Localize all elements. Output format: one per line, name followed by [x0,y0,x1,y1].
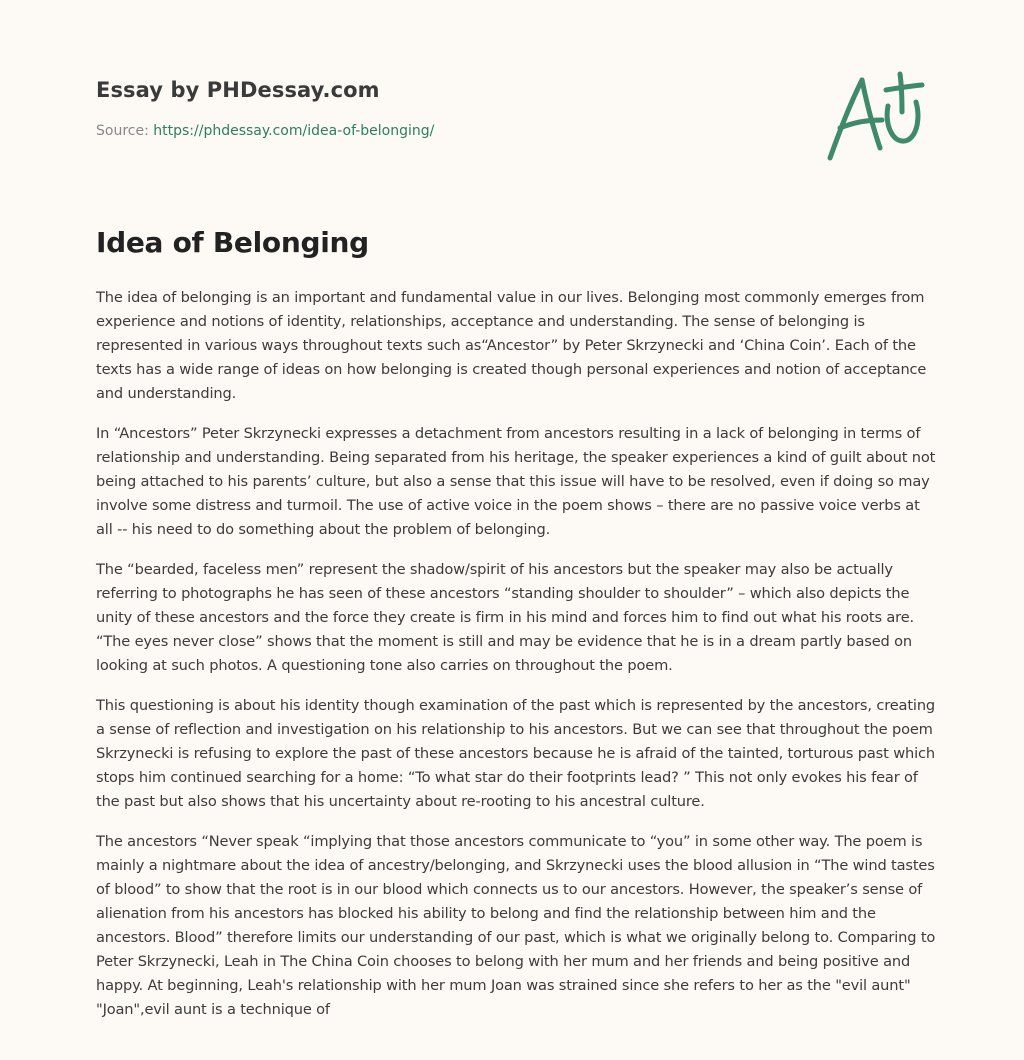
source-line [96,123,434,139]
a-plus-logo-icon [822,66,932,166]
essay-paragraph: This questioning is about his identity though examination of the past which is represented by the ancestors, creating a sense of reflection and investigation on his relationship to his ancestors. But we can see that throughout the poem Skrzynecki is refusing to explore the past of these ancestors because he is afraid of the tainted, torturous past which stops him continued searching for a home: “To what star do their footprints lead? ” This not only evokes his fear of the past but also shows that his uncertainty about re-rooting to his ancestral culture. [96,697,936,810]
essay-title: Idea of Belonging [96,226,369,259]
essay-paragraph: The idea of belonging is an important and fundamental value in our lives. Belonging most commonly emerges from experience and notions of identity, relationships, acceptance and understanding. The sense of belonging is represented in various ways throughout texts such as“Ancestor” by Peter Skrzynecki and ‘China Coin’. Each of the texts has a wide range of ideas on how belonging is created though personal experiences and notion of acceptance and understanding. [96,289,927,402]
essay-paragraph: The ancestors “Never speak “implying that those ancestors communicate to “you” in some other way. The poem is mainly a nightmare about the idea of ancestry/belonging, and Skrzynecki uses the blood allusion in “The wind tastes of blood” to show that the root is in our blood which connects us to our ancestors. However, the speaker’s sense of alienation from his ancestors has blocked his ability to belong and find the relationship between him and the ancestors. Blood” therefore limits our understanding of our past, which is what we originally belong to. Comparing to Peter Skrzynecki, Leah in The China Coin chooses to belong with her mum and her friends and being positive and happy. At beginning, Leah's relationship with her mum Joan was strained since she refers to her as the "evil aunt" "Joan",evil aunt is a technique of [96,833,936,1018]
essay-paragraph: The “bearded, faceless men” represent the shadow/spirit of his ancestors but the speaker may also be actually referring to photographs he has seen of these ancestors “standing shoulder to shoulder” – which also depicts the unity of these ancestors and the force they create is firm in his mind and forces him to find out what his roots are. “The eyes never close” shows that the moment is still and may be evidence that he is in a dream partly based on looking at such photos. A questioning tone also carries on throughout the poem. [96,561,915,674]
source-label: Source: [96,123,149,139]
site-title: Essay by PHDessay.com [96,78,380,102]
essay-body [96,286,936,1038]
source-link[interactable]: https://phdessay.com/idea-of-belonging/ [153,123,435,139]
page-header [96,78,434,139]
essay-paragraph: In “Ancestors” Peter Skrzynecki expresses a detachment from ancestors resulting in a lack of belonging in terms of relationship and understanding. Being separated from his heritage, the speaker experiences a kind of guilt about not being attached to his parents’ culture, but also a sense that this issue will have to be resolved, even if doing so may involve some distress and turmoil. The use of active voice in the poem shows – there are no passive voice verbs at all -- his need to do something about the problem of belonging. [96,425,936,538]
